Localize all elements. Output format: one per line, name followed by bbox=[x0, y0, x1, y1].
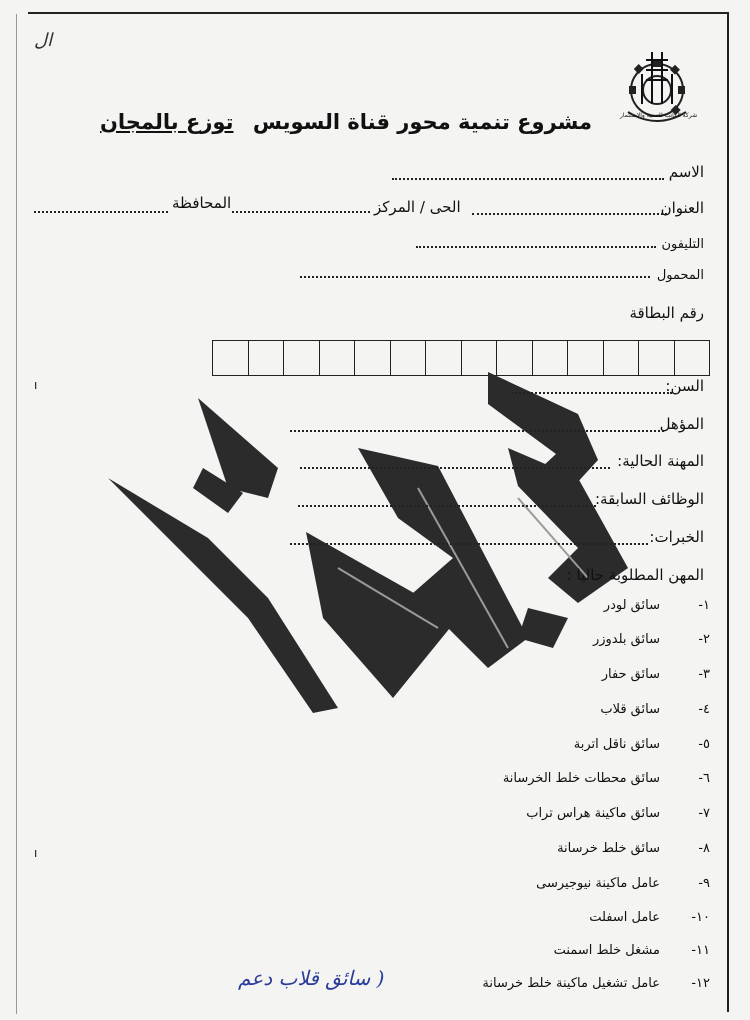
job-number: ٧- bbox=[698, 806, 710, 821]
qualification-label: المؤهل bbox=[659, 415, 704, 433]
mobile-field[interactable] bbox=[300, 276, 650, 278]
list-item bbox=[300, 702, 720, 724]
job-number: ٨- bbox=[698, 841, 710, 856]
job-number: ٢- bbox=[698, 632, 710, 647]
current-job-label: المهنة الحالية: bbox=[617, 452, 704, 470]
job-number: ١١- bbox=[691, 943, 710, 958]
page-border-top bbox=[28, 12, 728, 14]
phone-label: التليفون bbox=[661, 237, 704, 252]
age-field[interactable] bbox=[512, 392, 672, 394]
corner-mark: ال bbox=[34, 30, 53, 51]
page-border-left bbox=[16, 14, 17, 1014]
list-item bbox=[300, 632, 720, 654]
address-field[interactable] bbox=[472, 213, 667, 215]
list-item bbox=[300, 806, 720, 828]
company-logo bbox=[616, 46, 698, 126]
previous-jobs-label: الوظائف السابقة: bbox=[594, 490, 704, 508]
job-label: سائق قلاب bbox=[600, 702, 660, 717]
name-label: الاسم bbox=[668, 163, 704, 181]
job-label: سائق ناقل اتربة bbox=[573, 737, 660, 752]
job-label: عامل ماكينة نيوجيرسى bbox=[536, 876, 660, 891]
margin-mark: ı bbox=[34, 378, 38, 392]
current-job-field[interactable] bbox=[300, 467, 610, 469]
name-field[interactable] bbox=[392, 178, 664, 180]
logo-caption: شركة الكاتب للتنمية والاستثمار bbox=[620, 112, 698, 119]
experience-label: الخبرات: bbox=[649, 528, 704, 546]
list-item bbox=[300, 943, 720, 965]
job-label: عامل تشغيل ماكينة خلط خرسانة bbox=[482, 976, 660, 991]
job-number: ١٠- bbox=[691, 910, 710, 925]
jobs-list bbox=[300, 598, 720, 998]
job-number: ٣- bbox=[698, 667, 710, 682]
district-label: الحى / المركز bbox=[374, 198, 461, 216]
experience-field[interactable] bbox=[290, 543, 648, 545]
list-item bbox=[300, 598, 720, 620]
previous-jobs-field[interactable] bbox=[298, 505, 596, 507]
job-number: ٩- bbox=[698, 876, 710, 891]
age-label: السن: bbox=[665, 377, 704, 395]
form-title: مشروع تنمية محور قناة السويس bbox=[252, 110, 592, 134]
job-number: ١- bbox=[698, 598, 710, 613]
list-item bbox=[300, 737, 720, 759]
margin-mark: ı bbox=[34, 846, 38, 860]
phone-field[interactable] bbox=[416, 246, 656, 248]
job-label: سائق حفار bbox=[601, 667, 660, 682]
list-item bbox=[300, 667, 720, 689]
qualification-field[interactable] bbox=[290, 430, 664, 432]
list-item bbox=[300, 910, 720, 932]
list-item bbox=[300, 841, 720, 863]
handwritten-note: ( سائق قلاب دعم bbox=[238, 966, 385, 990]
job-label: مشغل خلط اسمنت bbox=[553, 943, 660, 958]
mobile-label: المحمول bbox=[656, 268, 704, 283]
form-subtitle: توزع بالمجان bbox=[100, 110, 234, 134]
job-number: ٦- bbox=[698, 771, 710, 786]
job-label: سائق خلط خرسانة bbox=[557, 841, 660, 856]
job-label: سائق لودر bbox=[603, 598, 660, 613]
job-label: سائق ماكينة هراس تراب bbox=[526, 806, 660, 821]
job-number: ٤- bbox=[698, 702, 710, 717]
governorate-field[interactable] bbox=[34, 211, 168, 213]
district-field[interactable] bbox=[232, 211, 370, 213]
jobs-list-title: المهن المطلوبة حاليا : bbox=[566, 566, 704, 584]
job-label: عامل اسفلت bbox=[589, 910, 660, 925]
governorate-label: المحافظة bbox=[172, 194, 232, 212]
page-border-right bbox=[727, 12, 729, 1012]
list-item bbox=[300, 876, 720, 898]
job-label: سائق بلدوزر bbox=[592, 632, 660, 647]
job-number: ١٢- bbox=[691, 976, 710, 991]
id-card-label: رقم البطاقة bbox=[629, 304, 704, 322]
list-item bbox=[300, 771, 720, 793]
job-number: ٥- bbox=[698, 737, 710, 752]
address-label: العنوان bbox=[660, 199, 704, 217]
job-label: سائق محطات خلط الخرسانة bbox=[502, 771, 660, 786]
